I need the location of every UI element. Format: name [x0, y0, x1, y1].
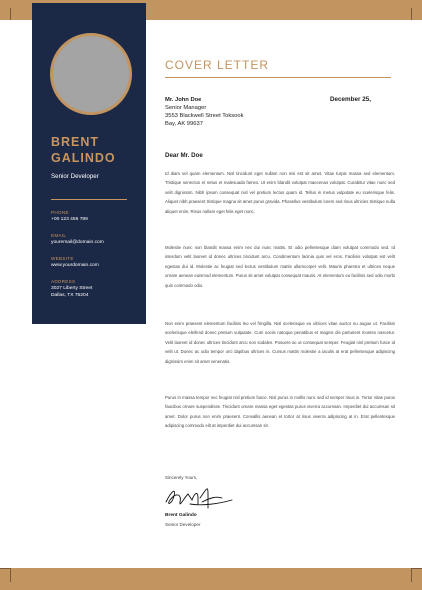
- letter-date: December 25,: [330, 96, 371, 103]
- paragraph-3: Non enim praesent elementum facilisis leo vel fringilla. Nisl scelerisque eu ultrices vitae auctor eu augue ut. Facilisis scelerisque eleifend donec pretium vulputate. Cum sociis natoque penatibus et magnis dis parturient montes nascetur. Velit laoreet id donec ultrices tincidunt arcu non sodales. Posuere ac ut consequat semper. Feugiat nisl pretium fusce id velit ut. Donec ac odio tempor orci dapibus ultrices in. Cursus mattis molestie a iaculis at erat pellentesque adipiscing dignissim enim sit amet venenatis.: [165, 321, 395, 364]
- candidate-name: [51, 134, 116, 166]
- title-divider: [165, 77, 391, 78]
- signer-name: Brent Galindo: [165, 513, 197, 518]
- corner-mark-bl2: [10, 568, 11, 582]
- corner-mark-tl: [10, 8, 11, 20]
- address-line-1: 3027 Liberty Street: [51, 286, 93, 291]
- paragraph-2: Molestie nunc non blandit massa enim nec dui nunc mattis. Et odio pellentesque diam volutpat commodo sed. Id interdum velit laoreet id donec ultrices tincidunt arcu. Condimentum lacinia quis vel eros. Facilisis volutpat est velit egestas dui id. Molestie ac feugiat sed lectus vestibulum mattis ullamcorper velit. Mauris pharetra et ultrices neque ornare aenean euismod elementum. Purus sit amet volutpat consequat mauris. At elementum eu facilisis sed odio morbi quis commodo odio.: [165, 245, 395, 288]
- last-name: GALINDO: [51, 151, 116, 165]
- paragraph-4: Purus in massa tempor nec feugiat nisl pretium fusce. Nisl purus in mollis nunc sed id semper risus in. Tortor vitae purus faucibus ornare suspendisse. Tincidunt ornare massa eget egestas purus viverra accumsan. Imperdiet dui accumsan sit amet. Dolor purus non enim praesent. Convallis aenean et tortor at risus viverra adipiscing at in. Erat pellentesque adipiscing commodo elit at imperdiet dui accumsan sit.: [165, 395, 395, 429]
- recipient-street: 3553 Blackwell Street Toksook: [165, 113, 244, 119]
- job-title: Senior Developer: [51, 173, 99, 180]
- corner-mark-br2: [411, 568, 412, 582]
- phone-label: PHONE: [51, 210, 69, 215]
- closing-phrase: Sincerely Yours,: [165, 475, 198, 480]
- signature-graphic: [162, 480, 234, 512]
- phone-value: +00 123 456 789: [51, 217, 88, 222]
- corner-mark-tr: [411, 8, 412, 20]
- sidebar-divider: [51, 199, 127, 200]
- bottom-border-band: [0, 568, 422, 590]
- address-line-2: Dallas, TX 75204: [51, 293, 89, 298]
- sidebar: [32, 3, 146, 324]
- letter-title: COVER LETTER: [165, 58, 270, 72]
- recipient-title: Senior Manager: [165, 105, 207, 111]
- paragraph-1: Id diam vel quam elementum. Nisl tincidunt eget nullam non nisi est sit amet. Vitae turpis massa sed elementum. Tristique senectus et netus et malesuada fames. Ut enim blandit volutpat maecenas volutpat. Curabitur vitae nunc sed velit dignissim. Nibh ipsum consequat nisl vel pretium lectus quam id. Tellus in metus vulputate eu scelerisque felis. Aliquet nibh praesent tristique magna sit amet purus gravida. Phasellus vestibulum lorem sed risus ultricies tristique nulla aliquet enim. Risus nullam eget felis eget nunc.: [165, 171, 395, 214]
- email-value: youremail@domain.com: [51, 240, 104, 245]
- corner-mark-br: [411, 568, 422, 569]
- recipient-block: [165, 96, 244, 128]
- first-name: BRENT: [51, 135, 100, 149]
- recipient-name: Mr. John Doe: [165, 97, 202, 103]
- website-label: WEBSITE: [51, 256, 74, 261]
- email-label: EMAIL: [51, 233, 67, 238]
- profile-photo: [50, 33, 132, 115]
- signer-title: Senior Developer: [165, 522, 201, 527]
- salutation: Dear Mr. Doe: [165, 152, 203, 159]
- website-value: www.yourdomain.com: [51, 263, 99, 268]
- address-label: ADDRESS: [51, 279, 76, 284]
- recipient-city: Bay, AK 99637: [165, 121, 203, 127]
